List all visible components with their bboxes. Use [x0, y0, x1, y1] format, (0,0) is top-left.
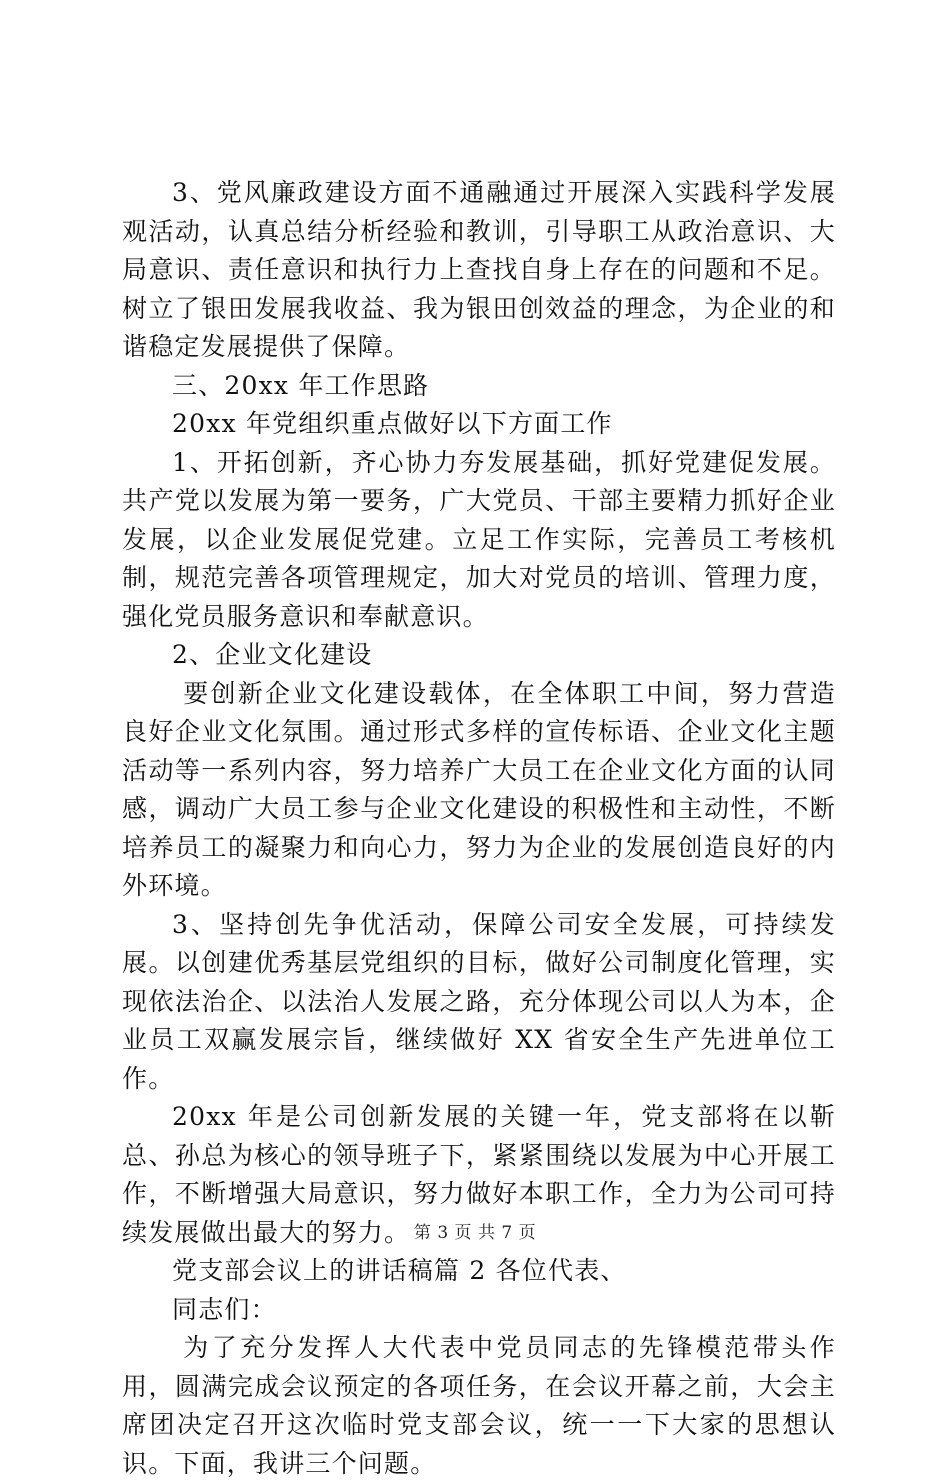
paragraph-innovation: 1、开拓创新，齐心协力夯发展基础，抓好党建促发展。共产党以发展为第一要务，广大党员、干部主要精力抓好企业发展，以企业发展促党建。立足工作实际，完善员工考核机制，规范完善各项管理规定，加大对党员的培训、管理力度，强化党员服务意识和奉献意识。 [122, 447, 836, 631]
paragraph-key-work-intro: 20xx 年党组织重点做好以下方面工作 [172, 409, 613, 438]
page-number-footer: 第 3 页 共 7 页 [413, 1223, 537, 1243]
item-heading-corporate-culture: 2、企业文化建设 [172, 640, 373, 669]
paragraph-corporate-culture: 要创新企业文化建设载体，在全体职工中间，努力营造良好企业文化氛围。通过形式多样的宣传标语、企业文化主题活动等一系列内容，努力培养广大员工在企业文化方面的认同感，调动广大员工参与企业文化建设的积极性和主动性，不断培养员工的凝聚力和向心力，努力为企业的发展创造良好的内外环境。 [122, 678, 836, 900]
section-heading-work-plan: 三、20xx 年工作思路 [172, 370, 430, 400]
paragraph-excellence-activity: 3、坚持创先争优活动，保障公司安全发展，可持续发展。以创建优秀基层党组织的目标，做好公司制度化管理，实现依法治企、以法治人发展之路，充分体现公司以人为本，企业员工双赢发展宗旨，继续做好 XX 省安全生产先进单位工作。 [122, 909, 836, 1093]
paragraph-speech-intro: 为了充分发挥人大代表中党员同志的先锋模范带头作用，圆满完成会议预定的各项任务，在会议开幕之前，大会主席团决定召开这次临时党支部会议，统一一下大家的思想认识。下面，我讲三个问题。 [122, 1333, 836, 1478]
paragraph-year-summary: 20xx 年是公司创新发展的关键一年，党支部将在以靳总、孙总为核心的领导班子下，紧紧围绕以发展为中心开展工作，不断增强大局意识，努力做好本职工作，全力为公司可持续发展做出最大的努力。 [122, 1102, 836, 1247]
document-body [122, 174, 836, 1483]
paragraph-greeting: 同志们： [172, 1294, 277, 1324]
paragraph-party-integrity: 3、党风廉政建设方面不通融通过开展深入实践科学发展观活动，认真总结分析经验和教训，引导职工从政治意识、大局意识、责任意识和执行力上查找自身上存在的问题和不足。树立了银田发展我收益、我为银田创效益的理念，为企业的和谐稳定发展提供了保障。 [122, 178, 836, 361]
paragraph-speech-title: 党支部会议上的讲话稿篇 2 各位代表、 [172, 1256, 627, 1285]
